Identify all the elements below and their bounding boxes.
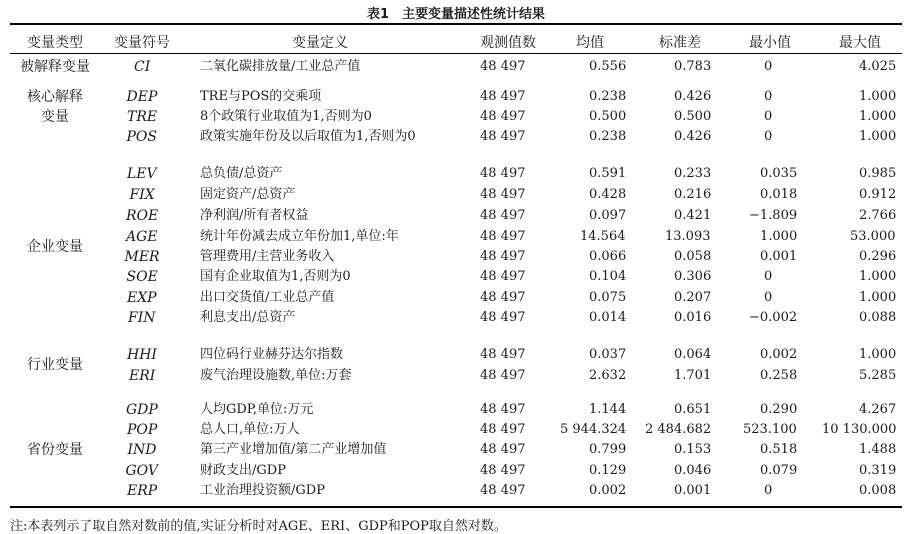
stat-min: 523.100 (743, 422, 797, 437)
stat-max: 0.088 (859, 310, 897, 325)
header-cell: 最小值 (749, 35, 791, 51)
stat-sd: 2 484.682 (645, 422, 712, 437)
stat-max: 53.000 (850, 229, 896, 244)
stat-max: 5.285 (859, 368, 897, 383)
variable-definition: 管理费用/主营业务收入 (200, 249, 335, 264)
variable-definition: 统计年份减去成立年份加1,单位:年 (200, 229, 399, 244)
stat-n: 48 497 (480, 422, 526, 437)
stat-max: 10 130.000 (822, 422, 897, 437)
header-cell: 标准差 (659, 35, 701, 51)
stat-mean: 0.097 (589, 208, 627, 223)
variable-definition: TRE与POS的交乘项 (200, 89, 322, 104)
top-rule (10, 23, 902, 25)
variable-symbol: CI (134, 59, 151, 75)
stat-mean: 0.556 (589, 59, 627, 74)
stat-n: 48 497 (480, 483, 526, 498)
stat-n: 48 497 (480, 187, 526, 202)
variable-definition: 国有企业取值为1,否则为0 (200, 269, 351, 284)
stat-sd: 0.207 (674, 290, 712, 305)
variable-definition: 固定资产/总资产 (200, 187, 296, 202)
stat-sd: 0.216 (674, 187, 712, 202)
stat-n: 48 497 (480, 208, 526, 223)
stat-min: 0 (764, 89, 773, 104)
stat-max: 1.488 (859, 442, 897, 457)
stat-mean: 0.591 (589, 166, 627, 181)
stat-sd: 0.421 (674, 208, 712, 223)
stat-mean: 1.144 (589, 402, 627, 417)
stat-min: 1.000 (760, 229, 798, 244)
variable-definition: 政策实施年份及以后取值为1,否则为0 (200, 129, 416, 144)
stat-max: 2.766 (859, 208, 897, 223)
stat-mean: 0.428 (589, 187, 627, 202)
variable-definition: 出口交货值/工业总产值 (200, 290, 335, 305)
stat-sd: 0.426 (674, 129, 712, 144)
stat-mean: 0.129 (589, 463, 627, 478)
variable-symbol: POP (127, 422, 158, 438)
stat-max: 1.000 (859, 109, 897, 124)
stat-sd: 0.046 (674, 463, 712, 478)
group-label: 被解释变量 (20, 59, 90, 75)
variable-symbol: ROE (126, 208, 159, 224)
variable-definition: 四位码行业赫芬达尔指数 (200, 347, 344, 362)
header-cell: 均值 (576, 35, 604, 51)
stat-n: 48 497 (480, 129, 526, 144)
variable-definition: 财政支出/GDP (200, 463, 286, 478)
stat-max: 1.000 (859, 129, 897, 144)
stat-sd: 0.426 (674, 89, 712, 104)
variable-symbol: LEV (127, 166, 157, 182)
variable-definition: 净利润/所有者权益 (200, 208, 309, 223)
stat-min: 0 (764, 290, 773, 305)
variable-definition: 二氧化碳排放量/工业总产值 (200, 59, 361, 74)
table-caption: 表1 主要变量描述性统计结果 (366, 7, 546, 22)
stat-mean: 14.564 (580, 229, 626, 244)
variable-symbol: HHI (127, 347, 157, 363)
stat-sd: 0.064 (674, 347, 712, 362)
stat-min: 0 (764, 483, 773, 498)
stat-n: 48 497 (480, 166, 526, 181)
stat-sd: 13.093 (665, 229, 711, 244)
variable-symbol: EXP (127, 290, 157, 306)
stat-mean: 2.632 (589, 368, 627, 383)
variable-symbol: GDP (126, 402, 158, 418)
stat-mean: 0.002 (589, 483, 627, 498)
stat-max: 1.000 (859, 269, 897, 284)
variable-symbol: MER (124, 249, 160, 265)
variable-definition: 总负债/总资产 (200, 166, 283, 181)
variable-symbol: FIN (128, 310, 156, 326)
bottom-rule (10, 506, 902, 508)
stat-n: 48 497 (480, 368, 526, 383)
variable-symbol: IND (127, 442, 157, 458)
stat-n: 48 497 (480, 59, 526, 74)
stat-max: 1.000 (859, 347, 897, 362)
stat-min: 0.035 (760, 166, 798, 181)
stat-mean: 0.799 (589, 442, 627, 457)
stat-sd: 0.233 (674, 166, 712, 181)
group-label: 核心解释 (27, 89, 83, 105)
stat-n: 48 497 (480, 347, 526, 362)
stat-mean: 0.500 (589, 109, 627, 124)
stat-sd: 0.783 (674, 59, 712, 74)
variable-definition: 第三产业增加值/第二产业增加值 (200, 442, 387, 457)
header-cell: 变量类型 (27, 35, 83, 51)
group-label: 行业变量 (27, 357, 83, 373)
stat-min: 0.001 (760, 249, 798, 264)
stat-mean: 0.238 (589, 129, 627, 144)
stat-mean: 0.014 (589, 310, 627, 325)
stat-min: 0.018 (760, 187, 798, 202)
variable-symbol: POS (126, 129, 157, 145)
stat-sd: 0.306 (674, 269, 712, 284)
stat-max: 1.000 (859, 89, 897, 104)
group-label: 变量 (41, 109, 69, 125)
stat-mean: 0.066 (589, 249, 627, 264)
header-cell: 最大值 (839, 35, 881, 51)
stat-sd: 1.701 (674, 368, 712, 383)
stat-sd: 0.651 (674, 402, 712, 417)
variable-definition: 工业治理投资额/GDP (200, 483, 325, 498)
header-rule (10, 53, 902, 54)
stat-min: 0.079 (760, 463, 798, 478)
variable-definition: 人均GDP,单位:万元 (200, 402, 314, 417)
variable-definition: 利息支出/总资产 (200, 310, 296, 325)
stat-n: 48 497 (480, 402, 526, 417)
stat-min: 0 (764, 59, 773, 74)
stat-min: 0.002 (760, 347, 798, 362)
stat-n: 48 497 (480, 310, 526, 325)
stat-min: −0.002 (749, 310, 798, 325)
stat-n: 48 497 (480, 442, 526, 457)
variable-definition: 8个政策行业取值为1,否则为0 (200, 109, 372, 124)
variable-definition: 废气治理设施数,单位:万套 (200, 368, 352, 383)
stat-n: 48 497 (480, 269, 526, 284)
stat-max: 4.267 (859, 402, 897, 417)
stat-max: 0.985 (859, 166, 897, 181)
variable-symbol: SOE (126, 269, 158, 285)
stat-min: 0 (764, 129, 773, 144)
stat-mean: 0.037 (589, 347, 627, 362)
stat-max: 0.296 (859, 249, 897, 264)
stat-n: 48 497 (480, 463, 526, 478)
stat-n: 48 497 (480, 249, 526, 264)
variable-symbol: GOV (125, 463, 159, 479)
stat-sd: 0.001 (674, 483, 712, 498)
group-label: 省份变量 (27, 442, 83, 458)
stat-sd: 0.500 (674, 109, 712, 124)
header-cell: 变量定义 (292, 35, 348, 51)
stat-max: 0.319 (859, 463, 897, 478)
stat-sd: 0.058 (674, 249, 712, 264)
variable-symbol: FIX (129, 187, 155, 203)
table-note: 注:本表列示了取自然对数前的值,实证分析时对AGE、ERI、GDP和POP取自然对数。 (10, 519, 507, 534)
stat-mean: 0.238 (589, 89, 627, 104)
stat-min: 0.258 (760, 368, 798, 383)
variable-symbol: AGE (126, 229, 158, 245)
header-cell: 变量符号 (114, 35, 170, 51)
stat-min: −1.809 (749, 208, 798, 223)
stat-sd: 0.153 (674, 442, 712, 457)
variable-definition: 总人口,单位:万人 (200, 422, 300, 437)
stat-min: 0.518 (760, 442, 798, 457)
stat-n: 48 497 (480, 109, 526, 124)
stat-mean: 0.075 (589, 290, 627, 305)
stat-max: 1.000 (859, 290, 897, 305)
variable-symbol: TRE (127, 109, 158, 125)
stat-n: 48 497 (480, 89, 526, 104)
variable-symbol: DEP (126, 89, 158, 105)
group-label: 企业变量 (27, 239, 83, 255)
stat-mean: 0.104 (589, 269, 627, 284)
stat-min: 0 (764, 109, 773, 124)
stat-max: 0.912 (859, 187, 897, 202)
header-cell: 观测值数 (480, 35, 536, 51)
stat-min: 0.290 (760, 402, 798, 417)
stat-mean: 5 944.324 (560, 422, 627, 437)
stat-n: 48 497 (480, 290, 526, 305)
variable-symbol: ERP (127, 483, 158, 499)
stat-min: 0 (764, 269, 773, 284)
stat-sd: 0.016 (674, 310, 712, 325)
stat-max: 4.025 (859, 59, 897, 74)
stat-max: 0.008 (859, 483, 897, 498)
variable-symbol: ERI (129, 368, 156, 384)
stat-n: 48 497 (480, 229, 526, 244)
